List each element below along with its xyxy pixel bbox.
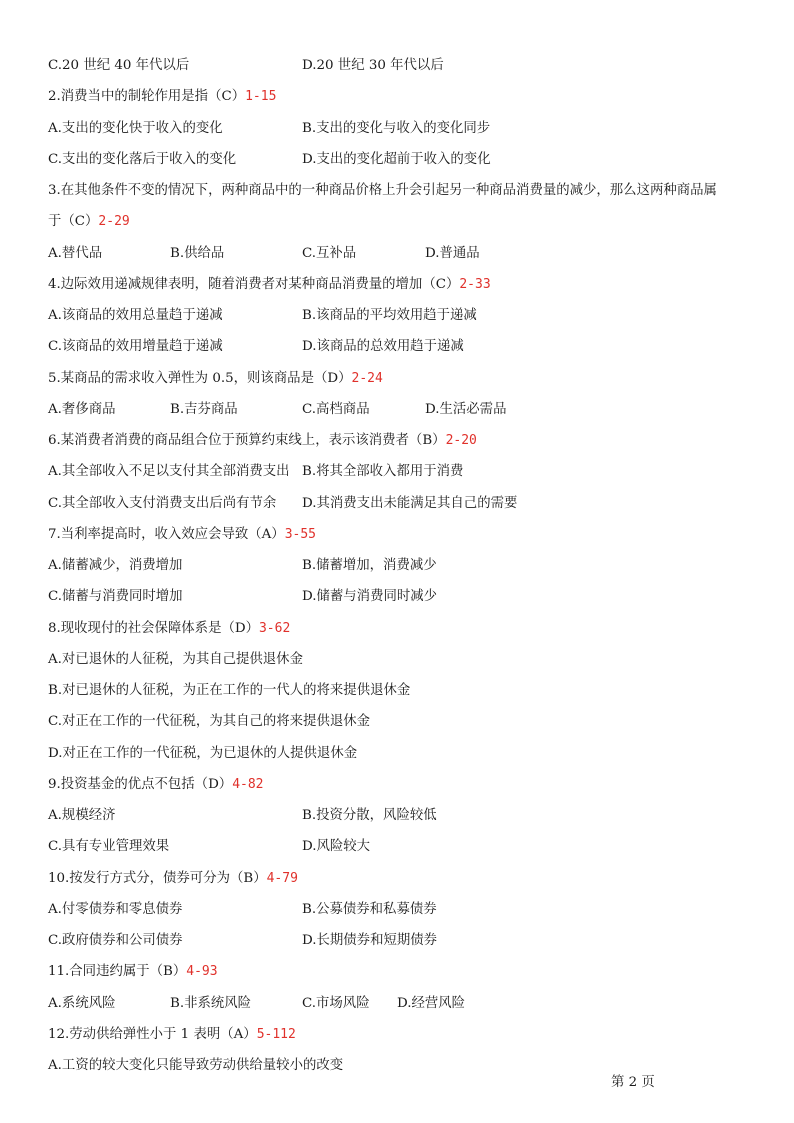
options-line	[48, 244, 768, 264]
options-line	[48, 712, 768, 732]
answer-option: C.对正在工作的一代征税，为其自己的将来提供退休金	[48, 714, 371, 730]
page-reference: 2-33	[459, 276, 491, 292]
question-line	[48, 1025, 296, 1045]
question-text: 8.现收现付的社会保障体系是（D）	[48, 620, 259, 636]
answer-option: B.非系统风险	[170, 995, 252, 1011]
answer-option: B.公募债券和私募债券	[302, 901, 437, 917]
answer-option: D.其消费支出未能满足其自己的需要	[302, 495, 518, 511]
options-line	[48, 400, 768, 420]
answer-option: B.吉芬商品	[170, 401, 238, 417]
question-line	[48, 87, 276, 107]
answer-option: B.将其全部收入都用于消费	[302, 464, 464, 480]
page-reference: 5-112	[256, 1026, 296, 1042]
answer-option: A.付零债券和零息债券	[48, 901, 183, 917]
question-line	[48, 212, 130, 232]
question-line	[48, 619, 290, 639]
answer-option: B.投资分散，风险较低	[302, 808, 437, 823]
options-line	[48, 556, 768, 576]
options-line	[48, 494, 768, 514]
answer-option: B.该商品的平均效用趋于递减	[302, 308, 477, 323]
options-line	[48, 900, 768, 920]
answer-option: A.对已退休的人征税，为其自己提供退休金	[48, 651, 303, 667]
answer-option: A.奢侈商品	[48, 401, 116, 417]
options-line	[48, 994, 768, 1014]
answer-option: C.互补品	[302, 245, 357, 261]
answer-option: C.支出的变化落后于收入的变化	[48, 151, 237, 167]
answer-option: D.普通品	[425, 245, 480, 261]
options-line	[48, 806, 768, 826]
options-line	[48, 837, 768, 857]
answer-option: B.对已退休的人征税，为正在工作的一代人的将来提供退休金	[48, 683, 411, 698]
options-line	[48, 744, 768, 764]
answer-option: B.供给品	[170, 245, 225, 261]
page-reference: 3-62	[258, 620, 291, 636]
page-reference: 4-79	[266, 870, 298, 886]
answer-option: D.该商品的总效用趋于递减	[302, 339, 464, 355]
question-text: 4.边际效用递减规律表明，随着消费者对某种商品消费量的增加（C）	[48, 276, 460, 292]
answer-option: D.对正在工作的一代征税，为已退休的人提供退休金	[48, 745, 358, 761]
question-text: 6.某消费者消费的商品组合位于预算约束线上，表示该消费者（B）	[48, 433, 446, 448]
answer-option: C.高档商品	[302, 401, 370, 417]
question-line	[48, 181, 717, 201]
question-text: 2.消费当中的制轮作用是指（C）	[48, 89, 246, 105]
answer-option: A.系统风险	[48, 995, 116, 1011]
question-line	[48, 275, 491, 295]
question-text: 7.当利率提高时，收入效应会导致（A）	[48, 526, 285, 542]
answer-option: A.替代品	[48, 245, 103, 261]
question-text: 5.某商品的需求收入弹性为 0.5，则该商品是（D）	[48, 370, 352, 386]
question-line	[48, 962, 218, 982]
options-line	[48, 337, 768, 357]
answer-option: D.储蓄与消费同时减少	[302, 589, 438, 605]
question-text: 于（C）	[48, 214, 99, 230]
page-reference: 2-24	[351, 370, 383, 386]
question-text: 9.投资基金的优点不包括（D）	[48, 776, 233, 792]
answer-option: A.工资的较大变化只能导致劳动供给量较小的改变	[48, 1058, 344, 1073]
answer-option: C.其全部收入支付消费支出后尚有节余	[48, 495, 277, 511]
page-reference: 2-20	[445, 433, 477, 448]
options-line	[48, 1056, 768, 1076]
page-reference: 4-93	[186, 964, 218, 980]
question-text: 3.在其他条件不变的情况下，两种商品中的一种商品价格上升会引起另一种商品消费量的减少，那么这两种商品属	[48, 183, 717, 198]
answer-option: C.该商品的效用增量趋于递减	[48, 339, 223, 355]
answer-option: C.市场风险	[302, 995, 370, 1011]
answer-option: A.其全部收入不足以支付其全部消费支出	[48, 464, 290, 480]
answer-option: D.20 世纪 30 年代以后	[302, 58, 444, 73]
answer-option: D.长期债券和短期债券	[302, 933, 438, 948]
answer-option: B.支出的变化与收入的变化同步	[302, 120, 491, 136]
answer-option: D.风险较大	[302, 839, 371, 855]
answer-option: A.规模经济	[48, 808, 116, 823]
answer-option: C.政府债券和公司债券	[48, 933, 183, 948]
options-line	[48, 119, 768, 139]
options-line	[48, 931, 768, 951]
answer-option: C.储蓄与消费同时增加	[48, 589, 183, 605]
options-line	[48, 306, 768, 326]
answer-option: C.具有专业管理效果	[48, 839, 170, 855]
question-text: 10.按发行方式分，债券可分为（B）	[48, 870, 267, 886]
page-reference: 4-82	[232, 776, 264, 792]
options-line	[48, 150, 768, 170]
page-reference: 1-15	[245, 89, 277, 105]
question-line	[48, 525, 316, 545]
options-line	[48, 681, 768, 701]
options-line	[48, 462, 768, 482]
answer-option: A.支出的变化快于收入的变化	[48, 120, 223, 136]
question-line	[48, 869, 298, 889]
answer-option: A.储蓄减少，消费增加	[48, 558, 183, 573]
answer-option: B.储蓄增加，消费减少	[302, 558, 437, 573]
options-line	[48, 650, 768, 670]
page-reference: 2-29	[98, 214, 130, 230]
answer-option: D.支出的变化超前于收入的变化	[302, 151, 491, 167]
question-line	[48, 775, 264, 795]
answer-option: D.生活必需品	[425, 401, 507, 417]
question-line	[48, 369, 383, 389]
question-line	[48, 431, 477, 451]
answer-option: C.20 世纪 40 年代以后	[48, 58, 190, 73]
options-line	[48, 56, 768, 76]
question-text: 11.合同违约属于（B）	[48, 964, 187, 980]
answer-option: D.经营风险	[397, 995, 466, 1011]
answer-option: A.该商品的效用总量趋于递减	[48, 308, 223, 323]
page-reference: 3-55	[284, 526, 317, 542]
page-number: 第 2 页	[611, 1075, 655, 1090]
question-text: 12.劳动供给弹性小于 1 表明（A）	[48, 1026, 257, 1042]
options-line	[48, 587, 768, 607]
